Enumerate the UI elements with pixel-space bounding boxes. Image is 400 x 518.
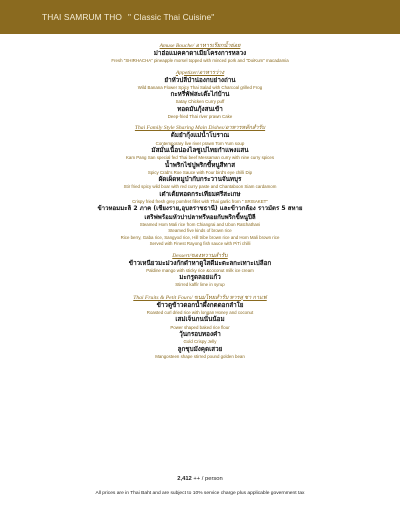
dish-description: Served with Finest Rayong fish sauce with PiTi chilli xyxy=(149,241,251,247)
dish-description: Kam Pang San special fed Thai beef Messaman curry with nine curry spices xyxy=(125,155,275,161)
dish-description: Roasted curl dried rice with longan Honey and coconut xyxy=(146,309,254,315)
dish-name-thai: ข้าวหอมมะลิ 2 ภาค (เชียงราย,อุบลราชธานี) และข้าวกล้อง ราวมัดร 5 สหาย xyxy=(97,205,303,213)
dish-name-thai: มัสมั่นเนื้อน่องไลซูเปไทยกำแพงแสน xyxy=(151,147,249,155)
dish-name-thai: ลูกชุบมังคุดเสวย xyxy=(177,345,223,353)
dish-description: Fresh "SHIRHACHA" pineapple morsel topped with minced pork and "DoiKum" macadamia xyxy=(111,58,289,64)
dish-description: Paldine mango with sticky rice &coconut milk ice cream xyxy=(146,267,254,273)
dish-name-thai: ข้าวเหนียวมะม่วงกักดำหาดูใสดีมะตะลกะเทาะเปลือก xyxy=(128,259,272,267)
dish-name-thai: ข้าวตูข้าวดอกน้ำผึ้งกตดอกลำใย xyxy=(156,301,244,309)
price-amount: 2,412 xyxy=(177,476,192,482)
section-title: Appetizer/อาหารว่าง xyxy=(175,69,225,76)
dish-name-thai: มะกรูดลอยแก้ว xyxy=(179,274,221,282)
menu-section xyxy=(0,69,400,121)
dish-name-thai: เต๋าเต้ยทอดกระเทียมศรีสะเกษ xyxy=(159,190,241,198)
price-footnote: All prices are in Thai Baht and are subject to 10% service charge plus applicable government tax xyxy=(95,491,305,496)
dish-name-thai: ยำหัวปลีป่าน่องกบย่างถ่าน xyxy=(164,76,236,84)
dish-description: Stir fried spicy wild boar with red curry paste and Chantaboon Siam cardamom xyxy=(123,184,277,190)
menu-subtitle: " Classic Thai Cuisine" xyxy=(127,12,215,22)
dish-description: Power shaped baked rice flour xyxy=(170,324,230,330)
dish-name-thai: ต้มยำกุ้งแม่น้ำโบราณ xyxy=(170,132,230,140)
menu-section xyxy=(0,124,400,247)
dish-name-thai: เสม่เจ็นกนนั่นน้อม xyxy=(175,316,225,324)
menu-section xyxy=(0,294,400,360)
section-title: Thai Family Style Sharing Main Dishes/อาหารหลักสำรับ xyxy=(134,125,266,132)
price-line xyxy=(0,476,400,482)
menu-section xyxy=(0,42,400,65)
dish-name-thai: กะหรี่พัฟสะเต๊ะไก่บ้าน xyxy=(170,91,230,99)
dish-description: Steamed Hom Mali rice from Chiangrai and Ubon Ratchathani xyxy=(139,221,261,227)
dish-description: Crispy fried fresh grey pomfret fillet with Thai garlic from " SRISAKET" xyxy=(132,199,268,205)
section-title: Dessert/ของหวานสำรับ xyxy=(172,252,228,259)
restaurant-name: THAI SAMRUM THO xyxy=(42,12,122,22)
menu-content xyxy=(0,42,400,360)
dish-description: Spicy Crab's Roe Sauce with Four bird's eye chilli Dip xyxy=(147,169,253,175)
dish-name-thai: ม่าฮ่อแมคคาดาเมียโครงการหลวง xyxy=(153,50,247,57)
dish-name-thai: ผัดเผ็ดหมูป่ากับกระวานจันทบุร xyxy=(158,176,242,184)
dish-description: Gold Crispy Jelly xyxy=(183,339,217,345)
section-title: Thai Fruits & Petit Fours/ ขนมไทยสำรับ หารสุ ชา กาแฟ xyxy=(133,294,267,301)
dish-name-thai: น้ำพริกไข่ปูพริกขี้หนูสีทาส xyxy=(164,161,236,169)
dish-description: Stirred kaffir lime in syrup xyxy=(175,282,225,288)
dish-description: Rice berry, Gaba rice, Sangyod rice, Hill tribe brown rice and Hom Mali brown rice xyxy=(120,234,280,240)
menu-header xyxy=(0,0,400,34)
dish-description: Contemporary live river prawn Tom Yum soup xyxy=(155,140,245,146)
menu-section xyxy=(0,252,400,289)
section-title: Amuse Bouche/ อาหารเรียกน้ำย่อย xyxy=(159,43,241,49)
dish-name-thai: เสริฟพร้อมหัวปาปลาทรีหอยกับพริกขี้หนูปีลี xyxy=(144,213,256,221)
dish-description: Wild Banana Flower Spicy Thai Salad with Charcoal grilled Frog xyxy=(137,84,263,90)
dish-description: Deep-fried Thai river prawn Cake xyxy=(167,114,233,120)
dish-description: Mangosteen shape stirred pound golden bean xyxy=(155,353,245,359)
dish-description: Steamed five kinds of brown rice xyxy=(168,228,232,234)
dish-description: Satay Chicken Curry puff xyxy=(175,99,225,105)
price-suffix: ++ / person xyxy=(193,476,223,482)
dish-name-thai: ทอดมันกุ้งสนเข้า xyxy=(177,105,223,113)
dish-name-thai: วุ้นกรอบทองคำ xyxy=(179,330,221,338)
